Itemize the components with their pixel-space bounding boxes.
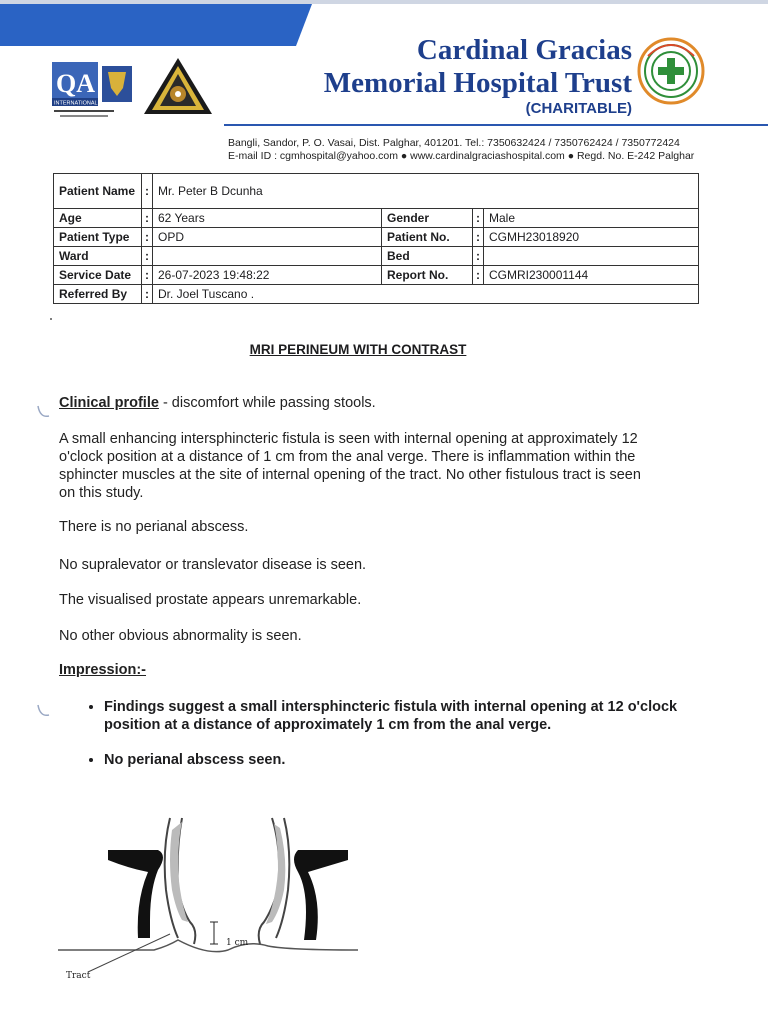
gender-value: Male: [484, 209, 699, 228]
hospital-address: [228, 137, 694, 163]
report-no-label: Report No.: [382, 266, 473, 285]
impression-heading: Impression:-: [59, 662, 147, 678]
colon: :: [473, 247, 484, 266]
patient-name-value: Mr. Peter B Dcunha: [153, 174, 699, 209]
contact-line: E-mail ID : cgmhospital@yahoo.com ● www.cardinalgraciashospital.com ● Regd. No. E-242 Palghar: [228, 150, 695, 162]
colon: :: [142, 209, 153, 228]
colon: :: [142, 228, 153, 247]
findings-paragraph: A small enhancing intersphincteric fistula is seen with internal opening at approximately 12 o'clock position at a distance of 1 cm from the anal verge. There is inflammation within the sphincter muscles at the site of internal opening of the tract. No other fistulous tract is seen on this study.: [59, 431, 641, 501]
report-no-value: CGMRI230001144: [484, 266, 699, 285]
no-abnormality-statement: No other obvious abnormality is seen.: [59, 628, 302, 644]
abscess-statement: There is no perianal abscess.: [59, 519, 249, 535]
ward-value: [153, 247, 382, 266]
service-date-value: 26-07-2023 19:48:22: [153, 266, 382, 285]
qa-international-logo: [50, 58, 142, 122]
table-row: [54, 247, 699, 266]
impression-item: • No perianal abscess seen.: [104, 751, 694, 769]
colon: :: [473, 228, 484, 247]
charitable-label: (CHARITABLE): [525, 100, 632, 117]
table-row: [54, 285, 699, 304]
table-row: [54, 174, 699, 209]
address-line: Bangli, Sandor, P. O. Vasai, Dist. Palghar, 401201. Tel.: 7350632424 / 7350762424 / 7350772424: [228, 137, 680, 149]
hospital-name-line2: Memorial Hospital Trust: [323, 67, 632, 99]
colon: :: [142, 285, 153, 304]
ward-label: Ward: [54, 247, 142, 266]
qa-logo-text: QA: [56, 69, 95, 98]
hospital-name-line1: Cardinal Gracias: [416, 34, 632, 66]
patient-details-table: [53, 173, 699, 304]
colon: :: [142, 266, 153, 285]
table-row: [54, 228, 699, 247]
clinical-profile: [59, 394, 659, 412]
patient-name-label: Patient Name: [54, 174, 142, 209]
distance-label: 1 cm: [226, 938, 249, 948]
service-date-label: Service Date: [54, 266, 142, 285]
tract-label: Tract: [66, 971, 91, 981]
impression-item: • Findings suggest a small intersphincteric fistula with internal opening at 12 o'clock position at a distance of approximately 1 cm from the anal verge.: [104, 698, 694, 734]
patient-type-label: Patient Type: [54, 228, 142, 247]
clinical-profile-label: Clinical profile: [59, 395, 159, 411]
anal-canal-diagram: [58, 810, 358, 990]
patient-no-label: Patient No.: [382, 228, 473, 247]
header-blue-banner: [0, 4, 312, 46]
colon: :: [142, 247, 153, 266]
punch-hole-mark: [36, 703, 50, 721]
study-title: MRI PERINEUM WITH CONTRAST: [249, 342, 467, 357]
bed-label: Bed: [382, 247, 473, 266]
colon: :: [473, 209, 484, 228]
table-row: [54, 266, 699, 285]
qa-logo-caption: INTERNATIONAL: [54, 100, 98, 107]
referred-by-label: Referred By: [54, 285, 142, 304]
patient-no-value: CGMH23018920: [484, 228, 699, 247]
patient-type-value: OPD: [153, 228, 382, 247]
age-value: 62 Years: [153, 209, 382, 228]
prostate-statement: The visualised prostate appears unremarkable.: [59, 592, 362, 608]
punch-hole-mark: [36, 404, 50, 422]
scan-speck: [50, 318, 52, 320]
colon: :: [142, 174, 153, 209]
referred-by-value: Dr. Joel Tuscano .: [153, 285, 699, 304]
header-divider: [224, 124, 768, 126]
impression-list: [81, 698, 694, 786]
table-row: [54, 209, 699, 228]
bed-value: [484, 247, 699, 266]
accreditation-triangle-logo: [142, 56, 214, 118]
gender-label: Gender: [382, 209, 473, 228]
colon: :: [473, 266, 484, 285]
levator-statement: No supralevator or translevator disease is seen.: [59, 557, 367, 573]
hospital-cross-emblem: [636, 36, 706, 106]
age-label: Age: [54, 209, 142, 228]
clinical-profile-text: - discomfort while passing stools.: [158, 395, 376, 411]
